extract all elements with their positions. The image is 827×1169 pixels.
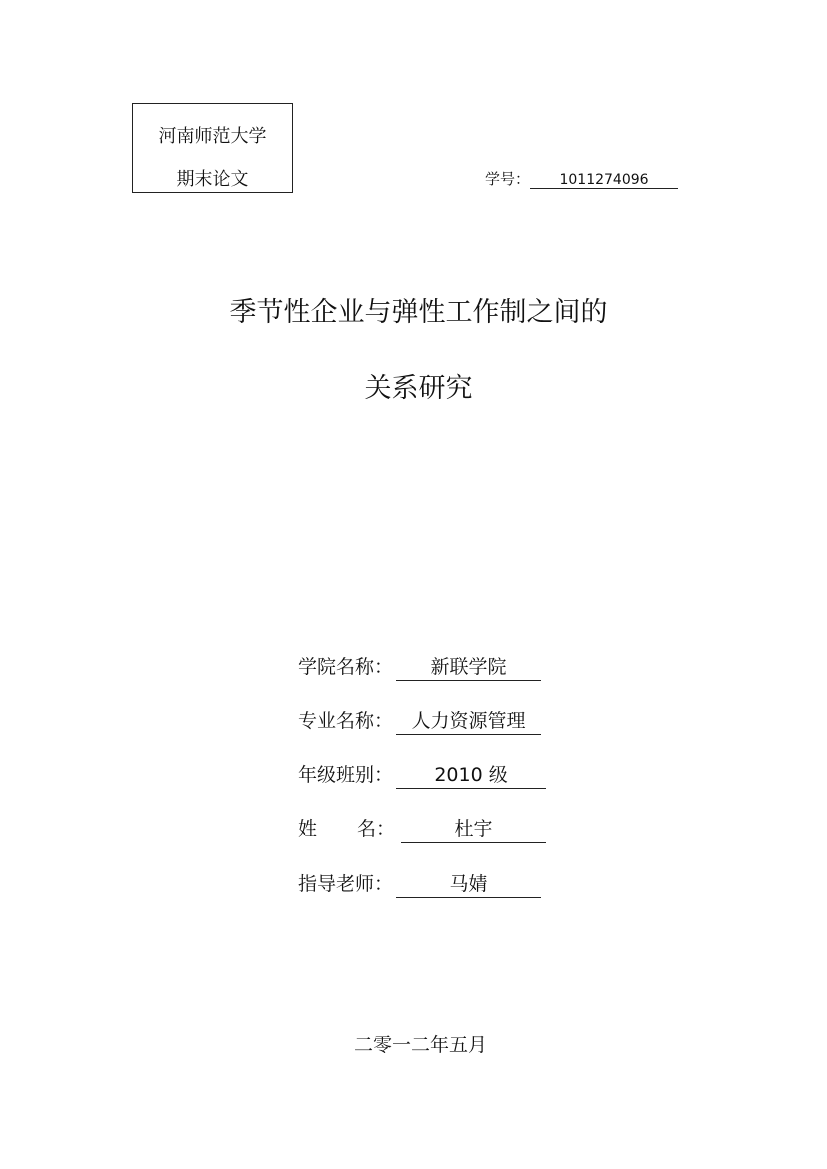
college-value: 新联学院: [396, 654, 541, 681]
major-value: 人力资源管理: [396, 708, 541, 735]
university-paper-box: [132, 103, 293, 193]
grade-label: 年级班别：: [298, 764, 394, 786]
grade-value: 2010 级: [396, 762, 546, 789]
name-label: [298, 814, 398, 841]
paper-title-line1: 季节性企业与弹性工作制之间的: [229, 297, 608, 328]
info-row-advisor: [298, 869, 541, 898]
info-row-college: [298, 652, 541, 681]
advisor-value: 马婧: [396, 871, 541, 898]
info-row-name: [298, 814, 546, 843]
name-label-char2: 名：: [357, 818, 396, 840]
college-label: 学院名称：: [298, 656, 394, 678]
university-name: 河南师范大学: [158, 126, 267, 147]
student-id: [485, 168, 678, 189]
major-label: 专业名称：: [298, 710, 394, 732]
info-row-grade: [298, 760, 546, 789]
student-id-value: 1011274096: [530, 172, 678, 189]
advisor-label: 指导老师：: [298, 873, 394, 895]
paper-title-line2: 关系研究: [364, 373, 473, 404]
date: 二零一二年五月: [353, 1034, 487, 1056]
name-label-char1: 姓: [298, 818, 318, 840]
info-row-major: [298, 706, 541, 735]
student-id-label: 学号：: [485, 170, 531, 188]
paper-type: 期末论文: [176, 169, 249, 190]
name-value: 杜宇: [401, 816, 546, 843]
